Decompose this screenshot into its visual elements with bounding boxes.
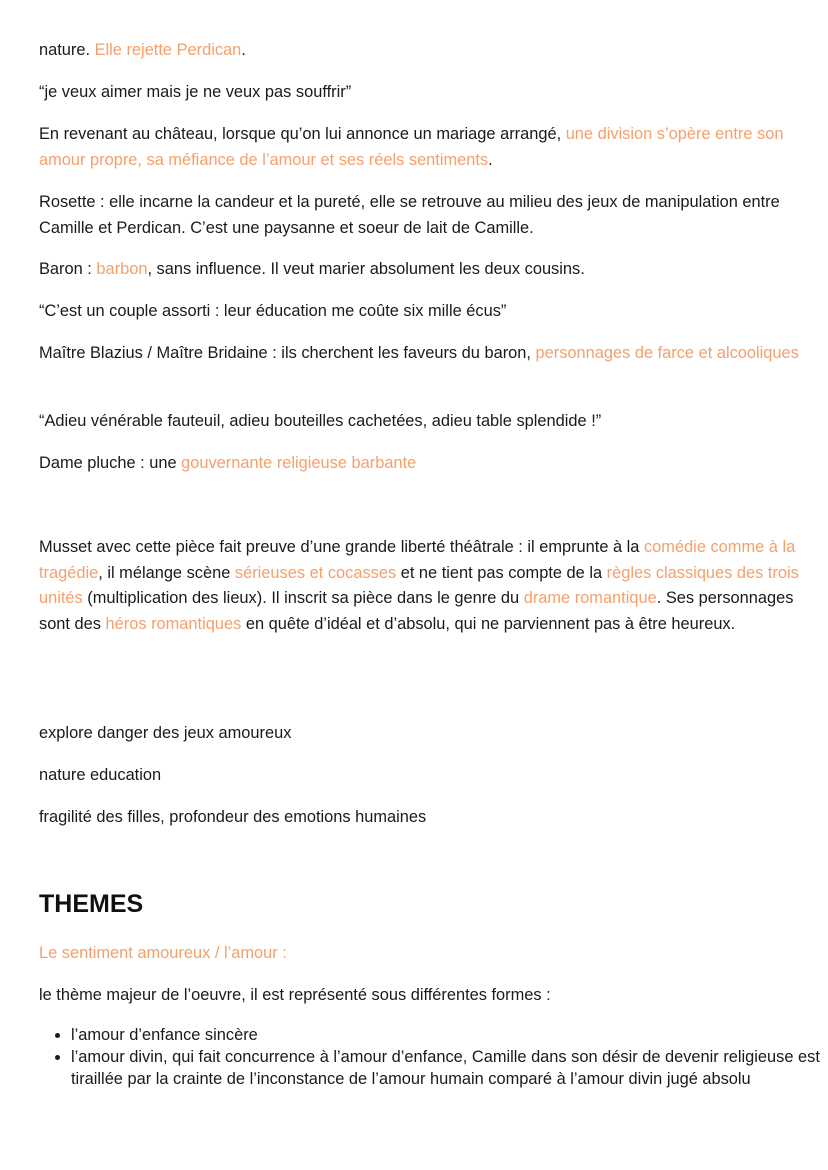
paragraph <box>39 535 799 637</box>
text-segment: Rosette : elle incarne la candeur et la pureté, elle se retrouve au milieu des jeux de manipulation entre Camille et Perdican. C’est une paysanne et soeur de lait de Camille. <box>39 193 780 237</box>
text-segment: explore danger des jeux amoureux <box>39 724 292 742</box>
highlighted-text: barbon <box>96 260 148 278</box>
paragraph <box>39 451 799 477</box>
text-segment: “je veux aimer mais je ne veux pas souffrir” <box>39 83 352 101</box>
text-segment: “Adieu vénérable fauteuil, adieu bouteilles cachetées, adieu table splendide !” <box>39 412 602 430</box>
paragraph <box>39 721 799 747</box>
text-segment: , sans influence. Il veut marier absolument les deux cousins. <box>147 260 585 278</box>
paragraph <box>39 763 799 789</box>
paragraph <box>39 299 799 325</box>
text-segment: en quête d’idéal et d’absolu, qui ne parviennent pas à être heureux. <box>241 614 736 633</box>
highlighted-text: gouvernante religieuse barbante <box>181 454 417 472</box>
text-segment: Dame pluche : une <box>39 454 182 472</box>
themes-list <box>39 1024 828 1090</box>
themes-heading: THEMES <box>39 890 144 918</box>
highlighted-text: règles classiques des trois unités <box>39 563 799 607</box>
paragraph <box>39 341 799 367</box>
list-item: • l’amour d’enfance sincère <box>71 1024 828 1046</box>
list-item: • l’amour divin, qui fait concurrence à l’amour d’enfance, Camille dans son désir de devenir religieuse est tiraillée par la crainte de l’inconstance de l’amour humain comparé à l’amour divin jugé absolu <box>71 1046 828 1090</box>
paragraph <box>39 190 799 241</box>
highlighted-text: Elle rejette Perdican <box>94 41 242 59</box>
highlighted-text: une division s’opère entre son amour propre, sa méfiance de l’amour et ses réels sentiments <box>39 125 784 169</box>
text-segment: . <box>488 150 493 169</box>
paragraph <box>39 257 799 283</box>
text-segment: Maître Blazius / Maître Bridaine : ils cherchent les faveurs du baron, <box>39 344 536 362</box>
text-segment: En revenant au château, lorsque qu’on lui annonce un mariage arrangé, <box>39 125 566 143</box>
text-segment: (multiplication des lieux). Il inscrit sa pièce dans le genre du <box>82 589 524 607</box>
text-segment: nature education <box>39 766 162 784</box>
paragraph <box>39 38 799 64</box>
text-segment: . <box>241 41 246 59</box>
text-segment: . Ses personnages sont des <box>39 589 794 633</box>
text-segment: fragilité des filles, profondeur des emotions humaines <box>39 808 427 826</box>
highlighted-text: héros romantiques <box>105 614 242 633</box>
themes-subheading: Le sentiment amoureux / l’amour : <box>39 944 287 962</box>
highlighted-text: comédie comme à la tragédie <box>39 538 796 582</box>
paragraph <box>39 80 799 106</box>
paragraph <box>39 122 799 173</box>
text-segment: Musset avec cette pièce fait preuve d’une grande liberté théâtrale : il emprunte à la <box>39 538 644 556</box>
text-segment: “C’est un couple assorti : leur éducation me coûte six mille écus” <box>39 302 507 320</box>
text-segment: , il mélange scène <box>98 563 235 582</box>
highlighted-text: sérieuses et cocasses <box>234 563 397 582</box>
themes-intro: le thème majeur de l’oeuvre, il est représenté sous différentes formes : <box>39 986 551 1004</box>
paragraph <box>39 409 799 435</box>
highlighted-text: personnages de farce et alcooliques <box>535 344 799 362</box>
paragraph <box>39 805 799 831</box>
text-segment: et ne tient pas compte de la <box>396 563 607 582</box>
text-segment: Baron : <box>39 260 97 278</box>
text-segment: nature. <box>39 41 95 59</box>
highlighted-text: drame romantique <box>523 589 657 607</box>
